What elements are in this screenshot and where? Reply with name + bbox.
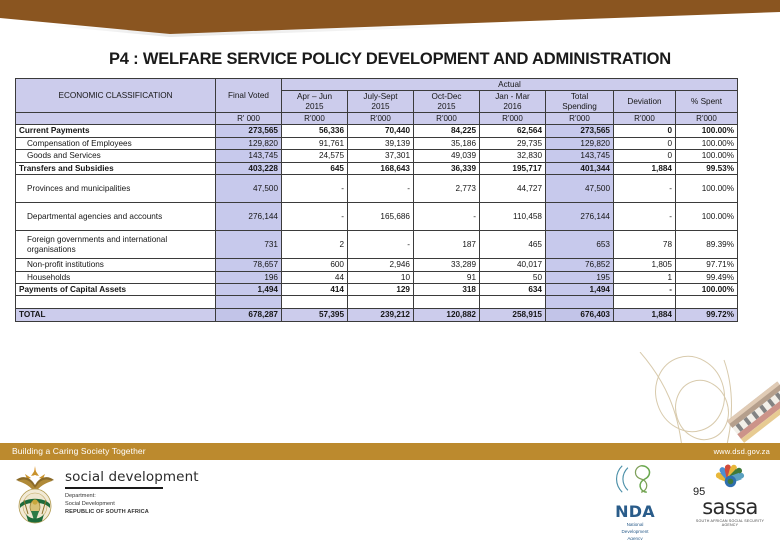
cell-final_voted: 1,494: [216, 283, 282, 295]
cell-apr_jun: 57,395: [282, 309, 348, 321]
col-header-jul-sep: [348, 91, 414, 113]
cell-jul_sep: 165,686: [348, 203, 414, 231]
cell-deviation: [614, 296, 676, 309]
cell-apr_jun: -: [282, 175, 348, 203]
cell-pct_spent: [676, 296, 738, 309]
cell-deviation: 0: [614, 125, 676, 137]
cell-total_spending: 276,144: [546, 203, 614, 231]
unit-total-spending: R'000: [546, 113, 614, 125]
cell-jan_mar: 110,458: [480, 203, 546, 231]
cell-final_voted: 678,287: [216, 309, 282, 321]
cell-final_voted: 403,228: [216, 162, 282, 174]
row-label: Non-profit institutions: [16, 259, 216, 271]
cell-final_voted: 276,144: [216, 203, 282, 231]
page-title: P4 : WELFARE SERVICE POLICY DEVELOPMENT AND ADMINISTRATION: [109, 50, 671, 68]
cell-total_spending: 653: [546, 231, 614, 259]
unit-pct-spent: R'000: [676, 113, 738, 125]
row-label: Current Payments: [16, 125, 216, 137]
col-header-classification: ECONOMIC CLASSIFICATION: [16, 79, 216, 113]
table-group-header-row: [16, 79, 738, 91]
cell-total_spending: 47,500: [546, 175, 614, 203]
cell-jan_mar: 195,717: [480, 162, 546, 174]
dsd-sub-line3: REPUBLIC OF SOUTH AFRICA: [65, 509, 149, 516]
page-number: 95: [693, 486, 706, 498]
cell-jan_mar: 44,727: [480, 175, 546, 203]
unit-final-voted: R' 000: [216, 113, 282, 125]
nda-fullname: [600, 522, 670, 540]
col-header-apr-jun-line1: Apr – Jun: [296, 92, 333, 102]
col-header-total-spending-line1: Total: [570, 92, 589, 102]
table-row: [16, 283, 738, 295]
table-row: [16, 175, 738, 203]
economic-classification-table: [15, 78, 738, 322]
footer-tagline: Building a Caring Society Together: [12, 446, 146, 456]
table-row: [16, 162, 738, 174]
cell-jul_sep: 70,440: [348, 125, 414, 137]
col-header-deviation: Deviation: [614, 91, 676, 113]
table-row: [16, 259, 738, 271]
col-header-actual-group: Actual: [282, 79, 738, 91]
cell-oct_dec: -: [414, 203, 480, 231]
row-label: Compensation of Employees: [16, 137, 216, 149]
cell-oct_dec: 35,186: [414, 137, 480, 149]
cell-pct_spent: 99.72%: [676, 309, 738, 321]
col-header-jan-mar-line2: 2016: [503, 101, 522, 111]
table-row: [16, 271, 738, 283]
col-header-apr-jun-line2: 2015: [305, 101, 324, 111]
table-row: [16, 231, 738, 259]
cell-jul_sep: 168,643: [348, 162, 414, 174]
cell-pct_spent: 99.49%: [676, 271, 738, 283]
table-row-spacer: [16, 296, 738, 309]
dsd-sub-line1: Department:: [65, 493, 96, 499]
cell-deviation: -: [614, 283, 676, 295]
nda-acronym: NDA: [615, 502, 655, 521]
cell-jul_sep: -: [348, 231, 414, 259]
dsd-logo-subtitle: [65, 492, 199, 516]
dsd-logo-rule: [65, 487, 163, 489]
cell-jan_mar: 465: [480, 231, 546, 259]
cell-apr_jun: 91,761: [282, 137, 348, 149]
table-row: [16, 150, 738, 162]
cell-deviation: -: [614, 175, 676, 203]
row-label: [16, 296, 216, 309]
row-label: Transfers and Subsidies: [16, 162, 216, 174]
table-row: [16, 203, 738, 231]
cell-apr_jun: [282, 296, 348, 309]
cell-jul_sep: -: [348, 175, 414, 203]
row-label: Departmental agencies and accounts: [16, 203, 216, 231]
col-header-oct-dec-line2: 2015: [437, 101, 456, 111]
col-header-pct-spent: % Spent: [676, 91, 738, 113]
sassa-tagline: SOUTH AFRICAN SOCIAL SECURITY AGENCY: [695, 519, 765, 527]
dsd-logo-title: social development: [65, 469, 199, 485]
cell-pct_spent: 100.00%: [676, 203, 738, 231]
col-header-jul-sep-line2: 2015: [371, 101, 390, 111]
unit-jul-sep: R'000: [348, 113, 414, 125]
cell-jan_mar: 258,915: [480, 309, 546, 321]
cell-deviation: 1,884: [614, 162, 676, 174]
cell-total_spending: 143,745: [546, 150, 614, 162]
cell-pct_spent: 100.00%: [676, 283, 738, 295]
unit-classification: [16, 113, 216, 125]
cell-deviation: 1,884: [614, 309, 676, 321]
cell-apr_jun: 2: [282, 231, 348, 259]
cell-pct_spent: 99.53%: [676, 162, 738, 174]
dsd-sub-line2: Social Development: [65, 501, 115, 508]
cell-pct_spent: 100.00%: [676, 175, 738, 203]
south-africa-coat-of-arms-icon: [12, 464, 58, 524]
cell-jul_sep: 129: [348, 283, 414, 295]
cell-deviation: 0: [614, 137, 676, 149]
cell-total_spending: 273,565: [546, 125, 614, 137]
nda-line2: Development: [621, 528, 649, 534]
cell-jul_sep: 2,946: [348, 259, 414, 271]
nda-logo: [600, 462, 670, 540]
col-header-jul-sep-line1: July-Sept: [363, 92, 398, 102]
cell-jan_mar: 50: [480, 271, 546, 283]
col-header-jan-mar: [480, 91, 546, 113]
dsd-logo: [12, 464, 199, 524]
row-label: Provinces and municipalities: [16, 175, 216, 203]
cell-oct_dec: [414, 296, 480, 309]
cell-apr_jun: 44: [282, 271, 348, 283]
col-header-apr-jun: [282, 91, 348, 113]
cell-final_voted: 47,500: [216, 175, 282, 203]
cell-oct_dec: 33,289: [414, 259, 480, 271]
col-header-oct-dec-line1: Oct-Dec: [431, 92, 462, 102]
cell-jul_sep: 39,139: [348, 137, 414, 149]
col-header-total-spending-line2: Spending: [562, 101, 597, 111]
unit-oct-dec: R'000: [414, 113, 480, 125]
cell-total_spending: 401,344: [546, 162, 614, 174]
nda-line1: National: [626, 522, 644, 527]
cell-apr_jun: -: [282, 203, 348, 231]
cell-jul_sep: 239,212: [348, 309, 414, 321]
cell-total_spending: 76,852: [546, 259, 614, 271]
cell-pct_spent: 89.39%: [676, 231, 738, 259]
table-unit-row: [16, 113, 738, 125]
table-body: [16, 125, 738, 321]
table-head: [16, 79, 738, 125]
row-label: Foreign governments and international organisations: [16, 231, 216, 259]
cell-deviation: 0: [614, 150, 676, 162]
cell-total_spending: [546, 296, 614, 309]
sassa-wordmark: sassa: [702, 495, 758, 519]
cell-final_voted: 196: [216, 271, 282, 283]
cell-jul_sep: [348, 296, 414, 309]
cell-oct_dec: 2,773: [414, 175, 480, 203]
cell-pct_spent: 100.00%: [676, 137, 738, 149]
cell-apr_jun: 56,336: [282, 125, 348, 137]
cell-jan_mar: 32,830: [480, 150, 546, 162]
cell-jul_sep: 37,301: [348, 150, 414, 162]
cell-jan_mar: [480, 296, 546, 309]
cell-oct_dec: 36,339: [414, 162, 480, 174]
cell-oct_dec: 91: [414, 271, 480, 283]
cell-oct_dec: 120,882: [414, 309, 480, 321]
cell-jan_mar: 62,564: [480, 125, 546, 137]
cell-jan_mar: 40,017: [480, 259, 546, 271]
cell-deviation: 1,805: [614, 259, 676, 271]
cell-deviation: 1: [614, 271, 676, 283]
row-label: Households: [16, 271, 216, 283]
cell-final_voted: 731: [216, 231, 282, 259]
cell-pct_spent: 100.00%: [676, 150, 738, 162]
table-row: [16, 125, 738, 137]
row-label: Payments of Capital Assets: [16, 283, 216, 295]
cell-total_spending: 676,403: [546, 309, 614, 321]
cell-apr_jun: 600: [282, 259, 348, 271]
cell-total_spending: 129,820: [546, 137, 614, 149]
unit-apr-jun: R'000: [282, 113, 348, 125]
cell-final_voted: [216, 296, 282, 309]
footer-gold-bar: [0, 443, 780, 460]
col-header-total-spending: [546, 91, 614, 113]
cell-apr_jun: 24,575: [282, 150, 348, 162]
cell-oct_dec: 84,225: [414, 125, 480, 137]
financial-table-container: [15, 78, 737, 322]
nda-line3: Agency: [627, 535, 643, 540]
table-row-total: [16, 309, 738, 321]
row-label: TOTAL: [16, 309, 216, 321]
cell-jan_mar: 634: [480, 283, 546, 295]
nda-emblem-icon: [609, 462, 662, 496]
cell-final_voted: 129,820: [216, 137, 282, 149]
footer-website-url: www.dsd.gov.za: [713, 447, 770, 456]
cell-final_voted: 143,745: [216, 150, 282, 162]
cell-pct_spent: 97.71%: [676, 259, 738, 271]
cell-oct_dec: 318: [414, 283, 480, 295]
unit-jan-mar: R'000: [480, 113, 546, 125]
cell-jan_mar: 29,735: [480, 137, 546, 149]
cell-final_voted: 273,565: [216, 125, 282, 137]
cell-deviation: 78: [614, 231, 676, 259]
cell-oct_dec: 49,039: [414, 150, 480, 162]
dsd-logo-text: [65, 464, 199, 516]
cell-total_spending: 1,494: [546, 283, 614, 295]
sassa-hands-icon: [704, 462, 757, 492]
col-header-final-voted: Final Voted: [216, 79, 282, 113]
cell-jul_sep: 10: [348, 271, 414, 283]
cell-deviation: -: [614, 203, 676, 231]
cell-total_spending: 195: [546, 271, 614, 283]
row-label: Goods and Services: [16, 150, 216, 162]
cell-apr_jun: 414: [282, 283, 348, 295]
cell-oct_dec: 187: [414, 231, 480, 259]
col-header-oct-dec: [414, 91, 480, 113]
unit-deviation: R'000: [614, 113, 676, 125]
cell-pct_spent: 100.00%: [676, 125, 738, 137]
col-header-jan-mar-line1: Jan - Mar: [495, 92, 530, 102]
cell-apr_jun: 645: [282, 162, 348, 174]
cell-final_voted: 78,657: [216, 259, 282, 271]
table-row: [16, 137, 738, 149]
